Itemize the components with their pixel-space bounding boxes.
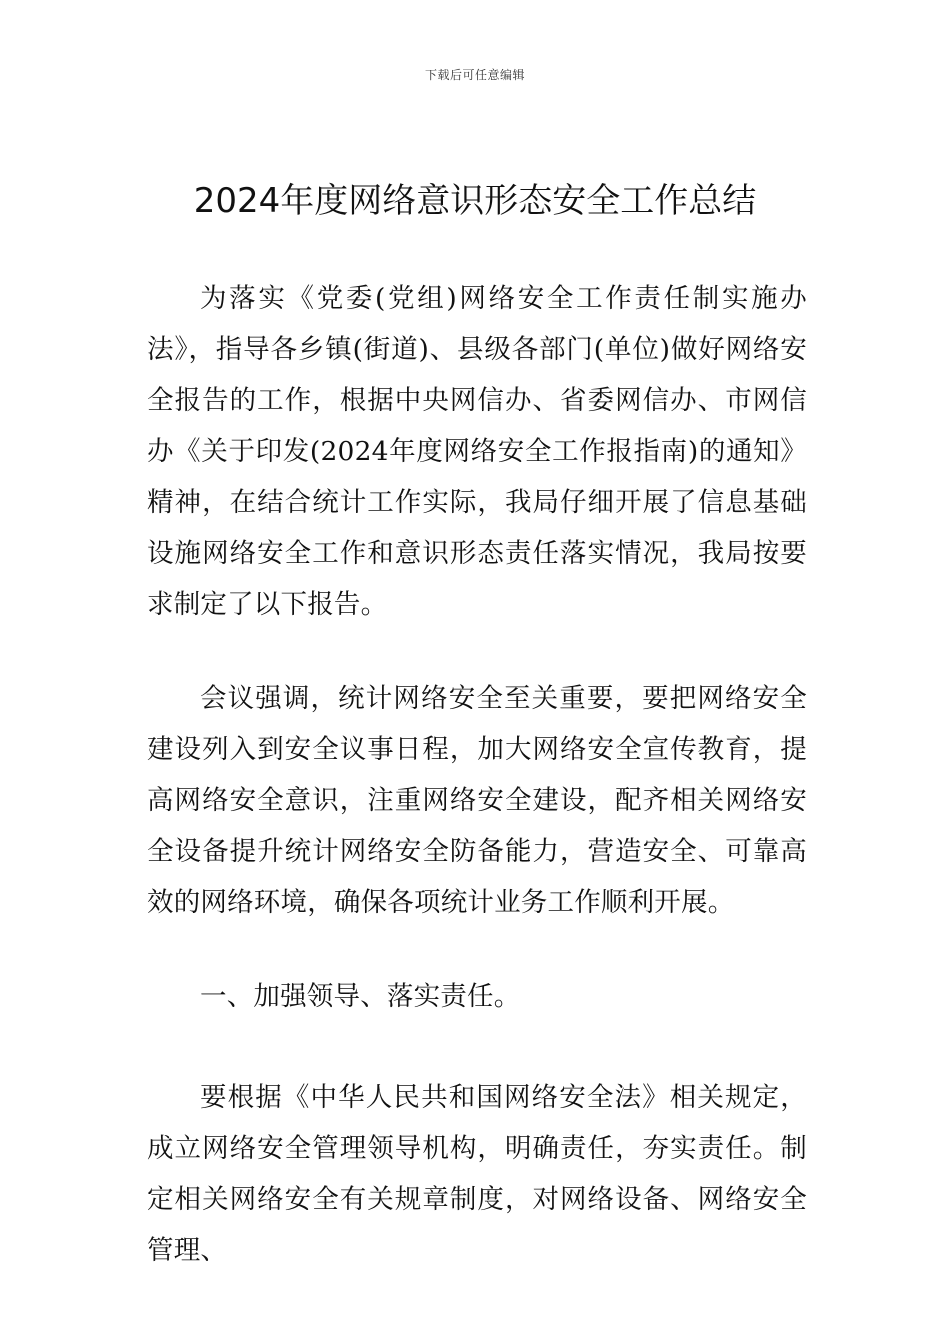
page-header-note: 下载后可任意编辑 (424, 68, 525, 82)
paragraph-intro: 为落实《党委(党组)网络安全工作责任制实施办法》，指导各乡镇(街道)、县级各部门(单位)做好网络安全报告的工作，根据中央网信办、省委网信办、市网信办《关于印发(2024年度网络安全工作报指南)的通知》精神，在结合统计工作实际，我局仔细开展了信息基础设施网络安全工作和意识形态责任落实情况，我局按要求制定了以下报告。 (147, 283, 807, 620)
document-title: 2024年度网络意识形态安全工作总结 (193, 181, 757, 221)
paragraph-section-1-body: 要根据《中华人民共和国网络安全法》相关规定，成立网络安全管理领导机构，明确责任，夯实责任。制定相关网络安全有关规章制度，对网络设备、网络安全管理、 (147, 1082, 807, 1266)
paragraph-meeting: 会议强调，统计网络安全至关重要，要把网络安全建设列入到安全议事日程，加大网络安全宣传教育，提高网络安全意识，注重网络安全建设，配齐相关网络安全设备提升统计网络安全防备能力，营造安全、可靠高效的网络环境，确保各项统计业务工作顺利开展。 (147, 683, 807, 918)
section-heading-1: 一、加强领导、落实责任。 (200, 981, 521, 1012)
